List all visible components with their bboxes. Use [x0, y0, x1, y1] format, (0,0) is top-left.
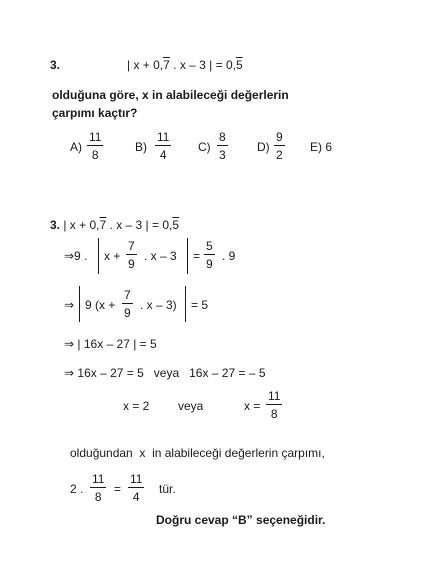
- solution-line3-part2: . x – 3): [140, 298, 177, 312]
- solution-line3-arrow: ⇒: [64, 298, 75, 312]
- solution-line2-fraction: $\frac{7}{9}$: [128, 239, 135, 271]
- solution-conclusion: olduğundan x in alabileceği değerlerin çarpımı,: [70, 446, 325, 460]
- option-c-fraction: $\frac{8}{3}$: [219, 130, 226, 162]
- abs-bar-right: [187, 238, 188, 274]
- option-e: E) 6: [310, 140, 333, 154]
- solution-x1: x = 2: [123, 399, 150, 413]
- solution-line2-after: . x – 3: [144, 249, 177, 263]
- solution-line5: ⇒ 16x – 27 = 5 veya 16x – 27 = – 5: [64, 366, 266, 380]
- solution-line3-fraction: $\frac{7}{9}$: [124, 288, 131, 320]
- abs-bar-right-2: [185, 286, 186, 322]
- solution-veya: veya: [178, 399, 204, 413]
- solution-line2-rhs-fraction: $\frac{5}{9}$: [206, 239, 213, 271]
- abs-bar-left: [98, 238, 99, 274]
- question-number: 3.: [50, 58, 61, 72]
- option-d-label: D): [257, 140, 270, 154]
- solution-line2-rhs-after: . 9: [222, 249, 236, 263]
- solution-x2-prefix: x =: [244, 399, 261, 413]
- solution-product-prefix: 2 .: [70, 482, 84, 496]
- option-d-fraction: $\frac{9}{2}$: [276, 130, 283, 162]
- solution-line1: 3. | x + 0,7 . x – 3 | = 0,5: [50, 218, 180, 232]
- question-text-line2: çarpımı kaçtır?: [52, 106, 138, 120]
- solution-line2-xplus: x +: [104, 249, 121, 263]
- solution-product-suffix: tür.: [159, 482, 176, 496]
- option-a-fraction: $\frac{11}{8}$: [89, 130, 102, 162]
- question-text-line1: olduğuna göre, x in alabileceği değerlerin: [52, 88, 289, 102]
- option-b-label: B): [135, 140, 147, 154]
- solution-product-eq: =: [114, 482, 122, 496]
- solution-x2-fraction: $\frac{11}{8}$: [268, 389, 281, 421]
- solution-line2-arrow: ⇒9 .: [64, 249, 88, 263]
- solution-line3-part1: 9 (x +: [85, 298, 116, 312]
- solution-product-frac1: $\frac{11}{8}$: [92, 472, 105, 504]
- solution-line3-rhs: = 5: [191, 298, 209, 312]
- abs-bar-left-2: [79, 286, 80, 322]
- option-c-label: C): [198, 140, 211, 154]
- question-expression: | x + 0,7 . x – 3 | = 0,5: [127, 58, 243, 72]
- option-a-label: A): [70, 140, 82, 154]
- solution-answer: Doğru cevap “B” seçeneğidir.: [156, 513, 326, 527]
- solution-line2-eq: =: [193, 249, 201, 263]
- solution-line4: ⇒ | 16x – 27 | = 5: [64, 337, 157, 351]
- solution-product-frac2: $\frac{11}{4}$: [130, 472, 143, 504]
- option-b-fraction: $\frac{11}{4}$: [157, 130, 170, 162]
